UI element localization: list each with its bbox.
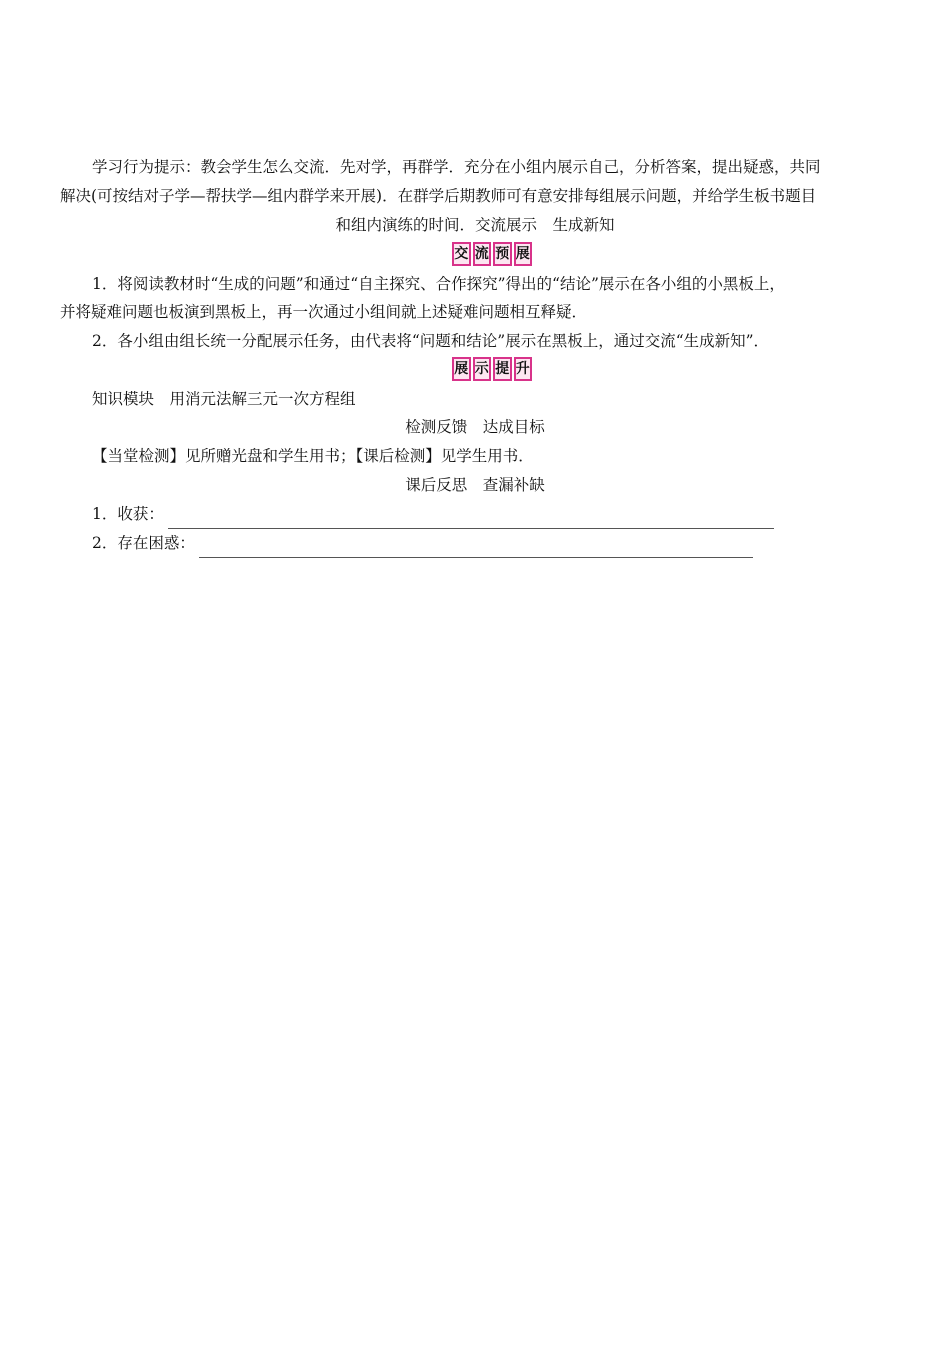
intro-line-1: 学习行为提示：教会学生怎么交流．先对学，再群学．充分在小组内展示自己，分析答案，提出疑惑，共同	[92, 158, 821, 176]
badge-char: 交	[452, 242, 471, 266]
confusion-label: 2．存在困惑：	[92, 534, 195, 552]
badge-char: 示	[473, 357, 492, 381]
badge-char: 展	[514, 242, 533, 266]
badge-char: 提	[493, 357, 512, 381]
badge-char: 流	[473, 242, 492, 266]
reflection-item-1	[92, 500, 774, 529]
exchange-item-1-line-2: 并将疑难问题也板演到黑板上，再一次通过小组间就上述疑难问题相互释疑．	[60, 303, 588, 321]
feedback-heading: 检测反馈 达成目标	[405, 418, 545, 436]
intro-line-2: 解决(可按结对子学—帮扶学—组内群学来开展)．在群学后期教师可有意安排每组展示问题，并给学生板书题目	[60, 187, 817, 205]
badge-char: 预	[493, 242, 512, 266]
reflection-heading: 课后反思 查漏补缺	[405, 476, 545, 494]
intro-line-3: 和组内演练的时间．交流展示 生成新知	[335, 216, 615, 234]
harvest-label: 1．收获：	[92, 505, 164, 523]
exchange-item-2: 2．各小组由组长统一分配展示任务，由代表将“问题和结论”展示在黑板上，通过交流“生成新知”．	[92, 332, 770, 350]
knowledge-module: 知识模块 用消元法解三元一次方程组	[92, 390, 356, 408]
harvest-fill-line[interactable]	[168, 510, 774, 529]
reflection-item-2	[92, 529, 753, 558]
show-improve-badge	[452, 357, 532, 379]
exchange-preview-badge	[452, 242, 532, 264]
badge-char: 展	[452, 357, 471, 381]
exchange-item-1-line-1: 1．将阅读教材时“生成的问题”和通过“自主探究、合作探究”得出的“结论”展示在各小组的小黑板上，	[92, 275, 785, 293]
feedback-text: 【当堂检测】见所赠光盘和学生用书；【课后检测】见学生用书．	[92, 447, 534, 465]
badge-char: 升	[514, 357, 533, 381]
confusion-fill-line[interactable]	[199, 539, 753, 558]
